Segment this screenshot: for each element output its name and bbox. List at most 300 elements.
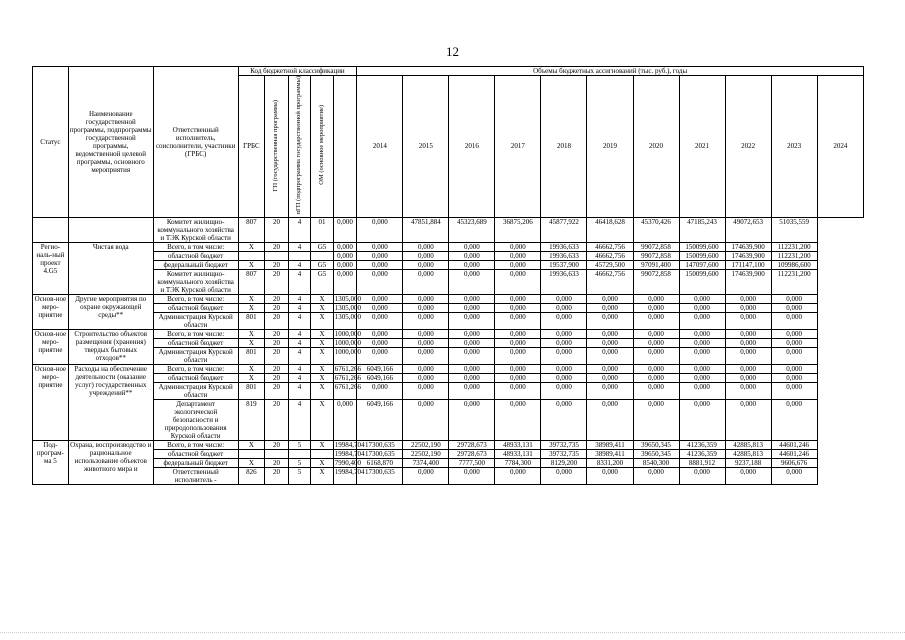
value-cell: 8129,200	[541, 458, 587, 467]
value-cell: 1305,000	[333, 312, 357, 329]
value-cell: 8331,200	[587, 458, 633, 467]
value-cell: 49072,653	[725, 217, 771, 242]
value-cell: 0,000	[633, 338, 679, 347]
pgp-cell: 5	[288, 467, 311, 484]
value-cell: 0,000	[633, 312, 679, 329]
om-cell: X	[311, 347, 334, 364]
value-cell: 8540,300	[633, 458, 679, 467]
table-row	[33, 440, 864, 449]
value-cell: 8881,912	[679, 458, 725, 467]
value-cell: 0,000	[725, 399, 771, 440]
value-cell: 17300,635	[357, 467, 403, 484]
value-cell: 0,000	[449, 269, 495, 294]
value-cell: 0,000	[771, 294, 817, 303]
value-cell: 6761,266	[333, 382, 357, 399]
value-cell: 7777,500	[449, 458, 495, 467]
value-cell: 0,000	[357, 269, 403, 294]
table-row	[33, 467, 864, 484]
value-cell: 0,000	[333, 399, 357, 440]
table-row	[33, 329, 864, 338]
value-cell: 0,000	[679, 347, 725, 364]
value-cell: 19936,633	[541, 269, 587, 294]
gp-cell: 20	[265, 338, 289, 347]
value-cell: 0,000	[771, 338, 817, 347]
value-cell: 45370,426	[633, 217, 679, 242]
value-cell: 0,000	[633, 364, 679, 373]
grbs-cell: 826	[238, 467, 265, 484]
header-year: 2022	[725, 76, 771, 218]
value-cell: 0,000	[541, 329, 587, 338]
executor-cell: федеральный бюджет	[153, 260, 238, 269]
value-cell: 7784,300	[495, 458, 541, 467]
executor-cell: Администрация Курской области	[153, 347, 238, 364]
table-row	[33, 242, 864, 251]
value-cell: 0,000	[771, 329, 817, 338]
table-row	[33, 458, 864, 467]
header-pgp	[288, 76, 311, 218]
value-cell: 0,000	[587, 364, 633, 373]
value-cell: 174639,900	[725, 251, 771, 260]
value-cell: 0,000	[633, 294, 679, 303]
value-cell: 0,000	[633, 329, 679, 338]
name-cell: Строительство объектов размещения (хранения) твердых бытовых отходов**	[68, 329, 153, 364]
name-cell: Охрана, воспроизводство и рациональное использование объектов животного мира и	[68, 440, 153, 484]
executor-cell: Администрация Курской области	[153, 382, 238, 399]
executor-cell: областной бюджет	[153, 338, 238, 347]
value-cell: 19936,633	[541, 251, 587, 260]
value-cell: 0,000	[403, 382, 449, 399]
executor-cell: областной бюджет	[153, 373, 238, 382]
header-year: 2014	[357, 76, 403, 218]
value-cell: 0,000	[449, 242, 495, 251]
value-cell: 0,000	[771, 312, 817, 329]
value-cell: 0,000	[587, 467, 633, 484]
value-cell: 42885,813	[725, 449, 771, 458]
value-cell: 0,000	[403, 467, 449, 484]
om-cell: X	[311, 440, 334, 449]
value-cell: 0,000	[587, 329, 633, 338]
value-cell: 112231,200	[771, 269, 817, 294]
table-row	[33, 294, 864, 303]
value-cell: 0,000	[587, 303, 633, 312]
pgp-cell: 4	[288, 329, 311, 338]
gp-cell: 20	[265, 242, 289, 251]
pgp-cell: 4	[288, 217, 311, 242]
value-cell: 0,000	[357, 329, 403, 338]
value-cell: 0,000	[541, 364, 587, 373]
value-cell: 0,000	[541, 467, 587, 484]
value-cell: 0,000	[679, 399, 725, 440]
om-cell: X	[311, 338, 334, 347]
value-cell: 0,000	[357, 347, 403, 364]
header-year: 2023	[771, 76, 817, 218]
grbs-cell: X	[238, 364, 265, 373]
grbs-cell	[238, 251, 265, 260]
value-cell: 0,000	[449, 364, 495, 373]
value-cell: 147097,600	[679, 260, 725, 269]
table-row	[33, 217, 864, 242]
value-cell: 0,000	[403, 373, 449, 382]
value-cell: 0,000	[449, 329, 495, 338]
value-cell: 1000,000	[333, 347, 357, 364]
gp-cell: 20	[265, 364, 289, 373]
grbs-cell: X	[238, 458, 265, 467]
value-cell: 171147,100	[725, 260, 771, 269]
value-cell: 0,000	[633, 467, 679, 484]
gp-cell: 20	[265, 294, 289, 303]
grbs-cell: 801	[238, 347, 265, 364]
value-cell: 0,000	[725, 382, 771, 399]
gp-cell: 20	[265, 373, 289, 382]
gp-cell: 20	[265, 467, 289, 484]
value-cell: 46418,628	[587, 217, 633, 242]
pgp-cell: 4	[288, 303, 311, 312]
value-cell: 0,000	[541, 382, 587, 399]
header-blank	[333, 76, 357, 218]
value-cell: 0,000	[403, 399, 449, 440]
status-cell: Основ-ное меро-приятие	[33, 364, 69, 440]
value-cell: 0,000	[679, 338, 725, 347]
grbs-cell: 807	[238, 217, 265, 242]
value-cell: 0,000	[495, 242, 541, 251]
value-cell: 1000,000	[334, 338, 361, 347]
value-cell: 7990,400	[334, 458, 361, 467]
value-cell: 0,000	[495, 303, 541, 312]
value-cell: 0,000	[541, 338, 587, 347]
value-cell: 0,000	[495, 382, 541, 399]
value-cell: 0,000	[403, 303, 449, 312]
value-cell: 112231,200	[771, 242, 817, 251]
value-cell: 0,000	[725, 338, 771, 347]
header-gp-text: ГП (государственная программа)	[272, 99, 280, 191]
value-cell: 44601,246	[771, 440, 817, 449]
value-cell: 1000,000	[334, 329, 361, 338]
value-cell: 0,000	[587, 399, 633, 440]
value-cell: 0,000	[541, 347, 587, 364]
value-cell: 0,000	[403, 312, 449, 329]
value-cell: 0,000	[357, 217, 403, 242]
value-cell: 42885,813	[725, 440, 771, 449]
value-cell: 0,000	[403, 251, 449, 260]
header-status: Статус	[33, 67, 69, 218]
value-cell: 45323,689	[449, 217, 495, 242]
gp-cell	[265, 449, 289, 458]
om-cell: G5	[311, 269, 334, 294]
executor-cell: Комитет жилищно-коммунального хозяйства и ТЭК Курской области	[153, 217, 238, 242]
gp-cell: 20	[265, 382, 289, 399]
gp-cell: 20	[265, 440, 289, 449]
name-cell: Другие мероприятия по охране окружающей среды**	[68, 294, 153, 329]
value-cell: 0,000	[541, 303, 587, 312]
value-cell: 0,000	[679, 382, 725, 399]
grbs-cell: 807	[238, 269, 265, 294]
pgp-cell: 4	[288, 269, 311, 294]
table-row	[33, 382, 864, 399]
pgp-cell: 4	[288, 294, 311, 303]
pgp-cell	[288, 449, 311, 458]
value-cell: 0,000	[495, 347, 541, 364]
gp-cell: 20	[265, 269, 289, 294]
grbs-cell: X	[238, 373, 265, 382]
header-year: 2017	[495, 76, 541, 218]
value-cell: 0,000	[725, 467, 771, 484]
value-cell: 0,000	[771, 373, 817, 382]
value-cell: 0,000	[333, 269, 357, 294]
status-cell: Регио-наль-ный проект 4.G5	[33, 242, 69, 294]
grbs-cell: X	[238, 294, 265, 303]
grbs-cell: 819	[238, 399, 265, 440]
value-cell: 39732,735	[541, 440, 587, 449]
value-cell: 47185,243	[679, 217, 725, 242]
value-cell: 0,000	[541, 399, 587, 440]
header-om	[311, 76, 334, 218]
value-cell: 0,000	[333, 251, 357, 260]
om-cell: X	[311, 382, 334, 399]
value-cell: 22502,190	[403, 449, 449, 458]
value-cell: 0,000	[357, 338, 403, 347]
value-cell: 0,000	[403, 338, 449, 347]
value-cell: 0,000	[333, 260, 357, 269]
executor-cell: областной бюджет	[153, 303, 238, 312]
value-cell: 38989,411	[587, 440, 633, 449]
header-executor: Ответственный исполнитель, соисполнители, участники (ГРБС)	[153, 67, 238, 218]
value-cell: 0,000	[357, 260, 403, 269]
value-cell: 0,000	[725, 303, 771, 312]
status-cell: Основ-ное меро-приятие	[33, 294, 69, 329]
page-number: 12	[446, 44, 459, 59]
name-cell: Расходы на обеспечение деятельности (оказание услуг) государственных учреждений**	[68, 364, 153, 440]
value-cell: 45877,922	[541, 217, 587, 242]
value-cell: 19537,900	[541, 260, 587, 269]
value-cell: 0,000	[449, 312, 495, 329]
value-cell: 6049,166	[357, 373, 403, 382]
value-cell: 17300,635	[357, 440, 403, 449]
value-cell: 0,000	[679, 329, 725, 338]
value-cell: 0,000	[357, 312, 403, 329]
value-cell: 99072,858	[633, 251, 679, 260]
om-cell: X	[311, 399, 334, 440]
value-cell: 17300,635	[357, 449, 403, 458]
grbs-cell: 801	[238, 382, 265, 399]
om-cell: G5	[311, 260, 334, 269]
name-cell: Чистая вода	[68, 242, 153, 294]
header-year: 2019	[587, 76, 633, 218]
value-cell: 150099,600	[679, 251, 725, 260]
pgp-cell: 4	[288, 347, 311, 364]
value-cell: 0,000	[633, 382, 679, 399]
pgp-cell	[288, 251, 311, 260]
table-body	[33, 217, 864, 484]
value-cell: 0,000	[357, 251, 403, 260]
value-cell: 0,000	[403, 260, 449, 269]
value-cell: 0,000	[633, 399, 679, 440]
executor-cell: Ответственный исполнитель -	[153, 467, 238, 484]
executor-cell: федеральный бюджет	[153, 458, 238, 467]
grbs-cell: X	[238, 329, 265, 338]
value-cell: 41236,359	[679, 440, 725, 449]
value-cell: 0,000	[771, 303, 817, 312]
executor-cell: Всего, в том числе:	[153, 294, 238, 303]
value-cell: 0,000	[771, 399, 817, 440]
table-row	[33, 373, 864, 382]
value-cell: 0,000	[357, 294, 403, 303]
value-cell: 0,000	[495, 269, 541, 294]
value-cell: 39732,735	[541, 449, 587, 458]
pgp-cell: 5	[288, 458, 311, 467]
value-cell: 6049,166	[357, 364, 403, 373]
om-cell: X	[311, 364, 334, 373]
table-row	[33, 347, 864, 364]
pgp-cell: 4	[288, 242, 311, 251]
value-cell: 0,000	[495, 294, 541, 303]
value-cell: 46662,756	[587, 242, 633, 251]
value-cell: 48933,131	[495, 449, 541, 458]
om-cell: X	[311, 329, 334, 338]
value-cell: 1305,000	[334, 294, 361, 303]
value-cell: 0,000	[449, 251, 495, 260]
header-grbs: ГРБС	[238, 76, 265, 218]
table-row	[33, 251, 864, 260]
value-cell: 0,000	[333, 242, 357, 251]
value-cell: 0,000	[725, 364, 771, 373]
value-cell: 51035,559	[771, 217, 817, 242]
header-year: 2024	[817, 76, 863, 218]
value-cell: 0,000	[495, 338, 541, 347]
gp-cell: 20	[265, 312, 289, 329]
value-cell: 0,000	[541, 373, 587, 382]
om-cell: X	[311, 373, 334, 382]
header-year: 2020	[633, 76, 679, 218]
om-cell: X	[311, 303, 334, 312]
gp-cell: 20	[265, 347, 289, 364]
om-cell: X	[311, 312, 334, 329]
value-cell: 46662,756	[587, 269, 633, 294]
value-cell: 19984,704	[334, 440, 365, 449]
grbs-cell: X	[238, 338, 265, 347]
table-row	[33, 260, 864, 269]
value-cell: 47851,884	[403, 217, 449, 242]
value-cell: 0,000	[403, 347, 449, 364]
gp-cell	[265, 251, 289, 260]
gp-cell: 20	[265, 329, 289, 338]
grbs-cell: 801	[238, 312, 265, 329]
value-cell: 0,000	[679, 312, 725, 329]
header-volumes: Объемы бюджетных ассигнований (тыс. руб.), годы	[357, 67, 864, 76]
value-cell: 0,000	[633, 303, 679, 312]
value-cell: 46662,756	[587, 251, 633, 260]
om-cell: X	[311, 458, 334, 467]
header-om-text: ОМ (основное мероприятие)	[317, 105, 325, 186]
executor-cell: областной бюджет	[153, 251, 238, 260]
executor-cell: Департамент экологической безопасности и природопользования Курской области	[153, 399, 238, 440]
value-cell: 22502,190	[403, 440, 449, 449]
value-cell: 0,000	[725, 294, 771, 303]
value-cell: 0,000	[679, 364, 725, 373]
pgp-cell: 4	[288, 399, 311, 440]
value-cell: 0,000	[495, 373, 541, 382]
header-year: 2016	[449, 76, 495, 218]
grbs-cell	[238, 449, 265, 458]
value-cell: 0,000	[541, 312, 587, 329]
value-cell: 0,000	[403, 242, 449, 251]
value-cell: 109986,600	[771, 260, 817, 269]
gp-cell: 20	[265, 399, 289, 440]
value-cell: 48933,131	[495, 440, 541, 449]
grbs-cell: X	[238, 303, 265, 312]
executor-cell: Всего, в том числе:	[153, 440, 238, 449]
om-cell	[311, 251, 334, 260]
value-cell: 0,000	[725, 329, 771, 338]
om-cell	[311, 449, 334, 458]
executor-cell: областной бюджет	[153, 449, 238, 458]
value-cell: 0,000	[495, 251, 541, 260]
om-cell: X	[311, 467, 334, 484]
value-cell: 174639,900	[725, 242, 771, 251]
value-cell: 0,000	[357, 242, 403, 251]
gp-cell: 20	[265, 458, 289, 467]
value-cell: 0,000	[449, 467, 495, 484]
value-cell: 0,000	[633, 373, 679, 382]
value-cell: 41236,359	[679, 449, 725, 458]
value-cell: 36875,206	[495, 217, 541, 242]
value-cell: 0,000	[679, 373, 725, 382]
header-pgp-text: пГП (подпрограмма государственной программы)	[295, 76, 303, 215]
value-cell: 7374,400	[403, 458, 449, 467]
value-cell: 38989,411	[587, 449, 633, 458]
value-cell: 0,000	[495, 312, 541, 329]
value-cell: 0,000	[725, 347, 771, 364]
page-bottom-edge	[0, 632, 905, 633]
value-cell: 0,000	[449, 347, 495, 364]
value-cell: 39650,345	[633, 440, 679, 449]
om-cell: X	[311, 294, 334, 303]
value-cell: 6761,266	[334, 364, 361, 373]
value-cell: 0,000	[587, 382, 633, 399]
value-cell: 0,000	[449, 373, 495, 382]
value-cell: 0,000	[403, 294, 449, 303]
table-row	[33, 399, 864, 440]
name-cell	[68, 217, 153, 242]
value-cell: 44601,246	[771, 449, 817, 458]
gp-cell: 20	[265, 303, 289, 312]
status-cell	[33, 217, 69, 242]
grbs-cell: X	[238, 242, 265, 251]
value-cell: 99072,858	[633, 242, 679, 251]
value-cell: 97091,400	[633, 260, 679, 269]
value-cell: 0,000	[495, 364, 541, 373]
table-row	[33, 338, 864, 347]
header-row-1	[33, 67, 864, 76]
value-cell: 0,000	[495, 467, 541, 484]
value-cell: 0,000	[333, 217, 357, 242]
value-cell: 0,000	[449, 303, 495, 312]
value-cell: 150099,600	[679, 269, 725, 294]
pgp-cell: 4	[288, 373, 311, 382]
om-cell: 01	[311, 217, 334, 242]
gp-cell: 20	[265, 260, 289, 269]
pgp-cell: 4	[288, 338, 311, 347]
grbs-cell: X	[238, 440, 265, 449]
executor-cell: Всего, в том числе:	[153, 329, 238, 338]
pgp-cell: 5	[288, 440, 311, 449]
value-cell: 1305,000	[334, 303, 361, 312]
value-cell: 0,000	[449, 338, 495, 347]
value-cell: 0,000	[403, 364, 449, 373]
value-cell: 0,000	[495, 399, 541, 440]
value-cell: 150099,600	[679, 242, 725, 251]
value-cell: 9606,676	[771, 458, 817, 467]
pgp-cell: 4	[288, 382, 311, 399]
